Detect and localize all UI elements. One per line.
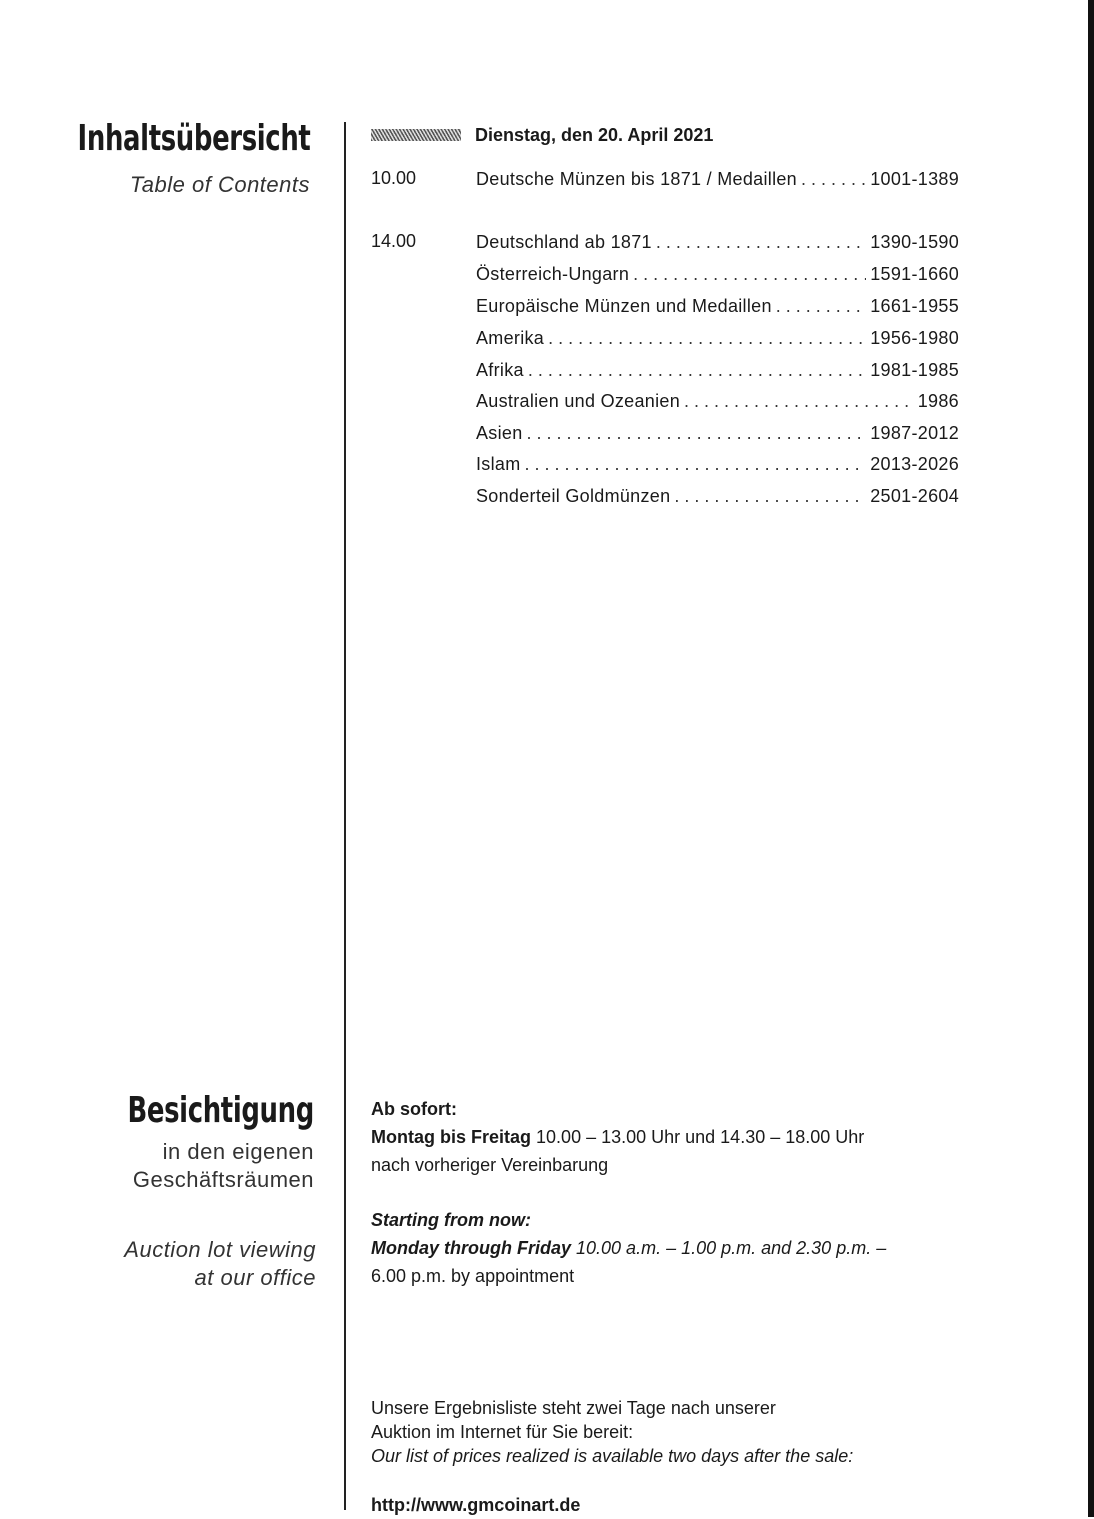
- toc-title: Inhaltsübersicht: [77, 118, 310, 159]
- toc-entry-label: Asien: [476, 423, 523, 443]
- viewing-hours-line-de: [371, 1123, 864, 1151]
- leader-dots: [684, 390, 914, 412]
- viewing-subtitle-en-line: at our office: [194, 1265, 316, 1290]
- viewing-subtitle-line: Geschäftsräumen: [132, 1167, 314, 1192]
- leader-dots: [656, 231, 866, 253]
- toc-entry-label: Amerika: [476, 328, 545, 348]
- viewing-subtitle: [133, 1138, 314, 1194]
- column-divider-top: [344, 122, 346, 1160]
- toc-entry: [476, 422, 959, 444]
- viewing-subtitle-line: in den eigenen: [162, 1139, 314, 1164]
- session-time: 14.00: [371, 231, 417, 251]
- toc-entry-range: 1981-1985: [870, 360, 959, 380]
- toc-entry-range: 1956-1980: [870, 328, 959, 348]
- viewing-days-de: Montag bis Freitag: [371, 1127, 532, 1147]
- toc-entry-range: 1987-2012: [870, 423, 959, 443]
- toc-entry-range: 1661-1955: [870, 296, 959, 316]
- session-time: 10.00: [371, 168, 417, 188]
- toc-entry-range: 1591-1660: [870, 264, 959, 284]
- toc-entry-range: 1390-1590: [870, 232, 959, 252]
- leader-dots: [633, 263, 866, 285]
- toc-entry: [476, 390, 959, 412]
- toc-entry-label: Afrika: [476, 360, 524, 380]
- toc-entry-label: Österreich-Ungarn: [476, 264, 630, 284]
- toc-entry: [476, 485, 959, 507]
- toc-entry: [476, 231, 959, 253]
- results-line: Auktion im Internet für Sie bereit:: [371, 1422, 634, 1442]
- viewing-days-en: Monday through Friday: [371, 1238, 571, 1258]
- website-link[interactable]: http://www.gmcoinart.de: [371, 1495, 581, 1515]
- leader-dots: [548, 327, 866, 349]
- toc-entry-label: Deutschland ab 1871: [476, 232, 652, 252]
- viewing-hours-line-en: [371, 1234, 886, 1262]
- results-info: [371, 1396, 853, 1468]
- column-divider-bottom: [344, 1090, 346, 1510]
- viewing-subtitle-en: [124, 1236, 316, 1292]
- leader-dots: [528, 359, 866, 381]
- toc-entry-range: 2013-2026: [870, 454, 959, 474]
- viewing-subtitle-en-line: Auction lot viewing: [124, 1237, 316, 1262]
- leader-dots: [527, 422, 867, 444]
- viewing-heading-de: Ab sofort:: [371, 1099, 457, 1119]
- toc-entry-range: 2501-2604: [870, 486, 959, 506]
- leader-dots: [674, 485, 866, 507]
- viewing-title: Besichtigung: [127, 1090, 314, 1131]
- viewing-times-de: 10.00 – 13.00 Uhr und 14.30 – 18.00 Uhr: [536, 1127, 865, 1147]
- results-line: Unsere Ergebnisliste steht zwei Tage nach unserer: [371, 1398, 776, 1418]
- leader-dots: [776, 295, 866, 317]
- viewing-hours-de: [371, 1095, 864, 1179]
- hatch-marker-icon: [371, 129, 461, 141]
- date-row: [371, 124, 713, 146]
- viewing-times-en: 10.00 a.m. – 1.00 p.m. and 2.30 p.m. –: [576, 1238, 887, 1258]
- toc-subtitle: Table of Contents: [129, 172, 310, 197]
- toc-entry-range: 1986: [917, 391, 959, 411]
- toc-entry-label: Australien und Ozeanien: [476, 391, 681, 411]
- results-line-en: Our list of prices realized is available two days after the sale:: [371, 1446, 854, 1466]
- viewing-heading-en: Starting from now:: [371, 1210, 531, 1230]
- toc-entry-label: Europäische Münzen und Medaillen: [476, 296, 772, 316]
- leader-dots: [801, 168, 866, 190]
- viewing-note-en: 6.00 p.m. by appointment: [371, 1266, 575, 1286]
- toc-entry: [476, 263, 959, 285]
- toc-entry-label: Islam: [476, 454, 521, 474]
- toc-entry-label: Deutsche Münzen bis 1871 / Medaillen: [476, 169, 797, 189]
- toc-entry: [476, 295, 959, 317]
- viewing-hours-en: [371, 1206, 886, 1290]
- toc-entry-range: 1001-1389: [870, 169, 959, 189]
- toc-entry: [476, 359, 959, 381]
- auction-date: Dienstag, den 20. April 2021: [475, 124, 714, 145]
- leader-dots: [525, 453, 867, 475]
- page-edge-border: [1088, 0, 1094, 1517]
- toc-entry: [476, 453, 959, 475]
- toc-entry: [476, 327, 959, 349]
- viewing-note-de: nach vorheriger Vereinbarung: [371, 1155, 609, 1175]
- toc-entry: [476, 168, 959, 190]
- toc-entry-label: Sonderteil Goldmünzen: [476, 486, 671, 506]
